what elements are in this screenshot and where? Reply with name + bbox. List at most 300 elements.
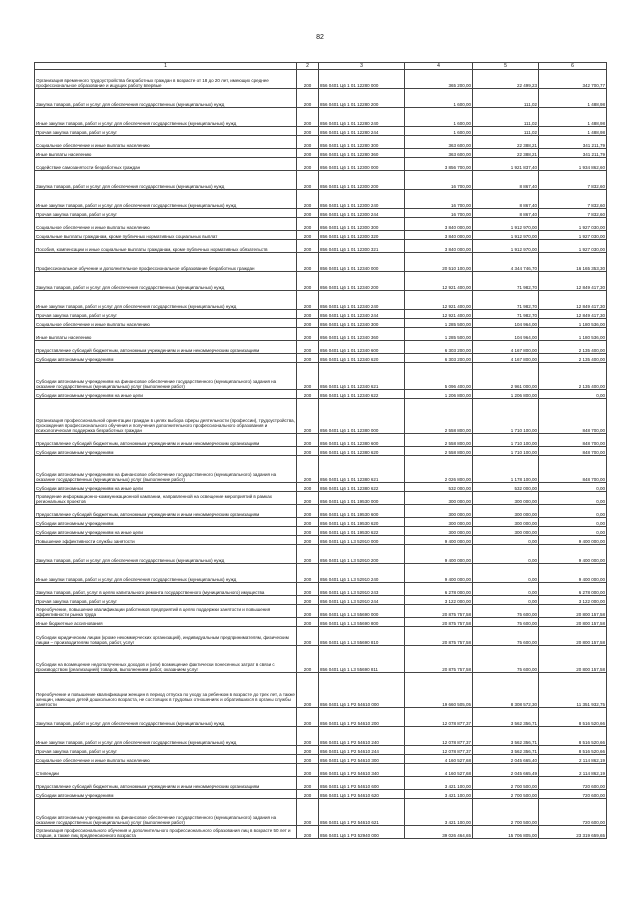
row-remainder-cell: 2 135 400,00 <box>539 341 607 354</box>
row-name-cell: Субсидии автономным учреждениям на иные цели <box>35 527 297 536</box>
row-executed-cell: 2 700 500,00 <box>473 790 539 799</box>
table-row <box>35 319 607 328</box>
row-plan-cell: 3 421 100,00 <box>405 777 473 790</box>
table-row <box>35 363 607 390</box>
row-executed-cell: 0,00 <box>473 583 539 596</box>
row-code-cell: 200 <box>297 518 319 527</box>
row-kbk-cell: 856 0401 Ц6 1 01 19530 600 <box>319 505 405 518</box>
row-code-cell: 200 <box>297 218 319 231</box>
row-remainder-cell: 23 319 659,65 <box>539 826 607 839</box>
row-kbk-cell: 856 0401 Ц6 1 L3 55690 000 <box>319 605 405 618</box>
table-row <box>35 790 607 799</box>
row-kbk-cell: 856 0401 Ц6 1 P2 54610 000 <box>319 673 405 708</box>
row-plan-cell: 2 026 800,00 <box>405 456 473 483</box>
row-executed-cell: 1 206 800,00 <box>473 390 539 399</box>
row-plan-cell: 3 840 000,00 <box>405 218 473 231</box>
table-row <box>35 456 607 483</box>
row-name-cell: Иные закупки товаров, работ и услуг для обеспечения государственных (муниципальных) нужд <box>35 291 297 310</box>
row-plan-cell: 6 303 200,00 <box>405 354 473 363</box>
table-row <box>35 746 607 755</box>
row-plan-cell: 20 875 757,58 <box>405 618 473 627</box>
row-remainder-cell: 848 700,00 <box>539 447 607 456</box>
row-plan-cell: 20 875 757,58 <box>405 605 473 618</box>
row-name-cell: Организация профессионального обучения и дополнительного профессионального образования лиц в возрасте 50 лет и старше, а также лиц предпенсионного возраста <box>35 826 297 839</box>
row-code-cell: 200 <box>297 390 319 399</box>
column-header: 3 <box>319 63 405 70</box>
row-kbk-cell: 856 0401 Ц6 1 01 12380 621 <box>319 456 405 483</box>
table-row <box>35 272 607 291</box>
row-executed-cell: 2 700 500,00 <box>473 799 539 826</box>
row-name-cell: Прочая закупка товаров, работ и услуг <box>35 209 297 218</box>
page-number: 82 <box>316 34 324 41</box>
row-remainder-cell: 720 600,00 <box>539 799 607 826</box>
row-name-cell: Прочая закупка товаров, работ и услуг <box>35 310 297 319</box>
row-kbk-cell: 856 0401 Ц6 1 01 12280 000 <box>319 70 405 89</box>
row-plan-cell: 12 921 400,00 <box>405 310 473 319</box>
row-name-cell: Субсидии автономным учреждениям на финансовое обеспечение государственного (муниципального) задания на оказание государственных (муниципальных) услуг (выполнение работ) <box>35 456 297 483</box>
row-code-cell: 200 <box>297 618 319 627</box>
row-remainder-cell: 9 400 000,00 <box>539 536 607 545</box>
row-plan-cell: 3 122 000,00 <box>405 596 473 605</box>
table-row <box>35 291 607 310</box>
row-kbk-cell: 856 0401 Ц6 1 01 12280 360 <box>319 149 405 158</box>
row-name-cell: Субсидии автономным учреждениям на финансовое обеспечение государственного (муниципального) задания на оказание государственных (муниципальных) услуг (выполнение работ) <box>35 799 297 826</box>
table-row <box>35 564 607 583</box>
row-code-cell: 200 <box>297 456 319 483</box>
row-name-cell: Субсидии автономным учреждениям <box>35 790 297 799</box>
table-row <box>35 646 607 673</box>
row-executed-cell: 0,00 <box>473 564 539 583</box>
row-name-cell: Иные закупки товаров, работ и услуг для обеспечения государственных (муниципальных) нужд <box>35 727 297 746</box>
table-row <box>35 826 607 839</box>
row-remainder-cell: 9 400 000,00 <box>539 564 607 583</box>
row-plan-cell: 363 600,00 <box>405 149 473 158</box>
budget-table <box>34 62 607 839</box>
table-row <box>35 764 607 777</box>
row-code-cell: 200 <box>297 746 319 755</box>
row-executed-cell: 0,00 <box>473 545 539 564</box>
table-row <box>35 483 607 492</box>
row-code-cell: 200 <box>297 108 319 127</box>
row-plan-cell: 2 558 800,00 <box>405 434 473 447</box>
row-remainder-cell: 2 135 400,00 <box>539 363 607 390</box>
row-name-cell: Переобучение, повышение квалификации работников предприятий в целях поддержки занятости и повышения эффективности рынка труда <box>35 605 297 618</box>
row-remainder-cell: 20 800 157,58 <box>539 627 607 646</box>
row-kbk-cell: 856 0401 Ц6 1 L3 55690 800 <box>319 618 405 627</box>
table-row <box>35 505 607 518</box>
row-executed-cell: 104 964,00 <box>473 328 539 341</box>
row-plan-cell: 6 278 000,00 <box>405 583 473 596</box>
row-code-cell: 200 <box>297 536 319 545</box>
table-row <box>35 755 607 764</box>
row-name-cell: Иные закупки товаров, работ и услуг для обеспечения государственных (муниципальных) нужд <box>35 564 297 583</box>
row-code-cell: 200 <box>297 799 319 826</box>
row-remainder-cell: 12 849 417,30 <box>539 310 607 319</box>
row-kbk-cell: 856 0401 Ц6 1 L3 52910 200 <box>319 545 405 564</box>
row-plan-cell: 532 000,00 <box>405 483 473 492</box>
row-kbk-cell: 856 0401 Ц6 1 01 12300 200 <box>319 171 405 190</box>
row-plan-cell: 16 700,00 <box>405 171 473 190</box>
row-plan-cell: 1 285 500,00 <box>405 319 473 328</box>
row-kbk-cell: 856 0401 Ц6 1 01 12300 320 <box>319 231 405 240</box>
row-remainder-cell: 16 165 353,30 <box>539 253 607 272</box>
row-plan-cell: 4 160 527,68 <box>405 764 473 777</box>
row-remainder-cell: 341 211,79 <box>539 136 607 149</box>
row-name-cell: Прочая закупка товаров, работ и услуг <box>35 127 297 136</box>
row-remainder-cell: 7 832,60 <box>539 209 607 218</box>
row-code-cell: 200 <box>297 127 319 136</box>
row-remainder-cell: 0,00 <box>539 492 607 505</box>
row-remainder-cell: 1 927 030,00 <box>539 240 607 253</box>
table-row <box>35 310 607 319</box>
table-row <box>35 492 607 505</box>
row-name-cell: Повышение эффективности службы занятости <box>35 536 297 545</box>
row-remainder-cell: 8 516 520,66 <box>539 727 607 746</box>
row-executed-cell: 4 344 746,70 <box>473 253 539 272</box>
row-name-cell: Субсидии автономным учреждениям <box>35 518 297 527</box>
row-executed-cell: 1 921 837,40 <box>473 158 539 171</box>
row-kbk-cell: 856 0401 Ц6 1 L3 52910 000 <box>319 536 405 545</box>
row-remainder-cell: 1 488,98 <box>539 108 607 127</box>
row-plan-cell: 16 700,00 <box>405 209 473 218</box>
table-row <box>35 545 607 564</box>
row-name-cell: Субсидии автономным учреждениям <box>35 354 297 363</box>
table-row <box>35 190 607 209</box>
row-remainder-cell: 0,00 <box>539 518 607 527</box>
row-code-cell: 200 <box>297 646 319 673</box>
row-name-cell: Закупка товаров, работ, услуг в целях капитального ремонта государственного (муниципального) имущества <box>35 583 297 596</box>
row-kbk-cell: 856 0401 Ц6 1 01 19530 000 <box>319 492 405 505</box>
row-plan-cell: 2 558 800,00 <box>405 399 473 434</box>
table-row <box>35 673 607 708</box>
row-kbk-cell: 856 0401 Ц6 1 01 12300 240 <box>319 190 405 209</box>
row-plan-cell: 16 700,00 <box>405 190 473 209</box>
row-kbk-cell: 856 0401 Ц6 1 01 12380 000 <box>319 399 405 434</box>
row-executed-cell: 22 388,21 <box>473 149 539 158</box>
row-name-cell: Иные закупки товаров, работ и услуг для обеспечения государственных (муниципальных) нужд <box>35 108 297 127</box>
row-plan-cell: 3 421 100,00 <box>405 790 473 799</box>
row-kbk-cell: 856 0401 Ц6 1 01 19530 620 <box>319 518 405 527</box>
row-kbk-cell: 856 0401 Ц6 1 P2 54610 200 <box>319 708 405 727</box>
table-row <box>35 618 607 627</box>
row-plan-cell: 3 840 000,00 <box>405 240 473 253</box>
table-row <box>35 390 607 399</box>
row-executed-cell: 300 000,00 <box>473 492 539 505</box>
row-executed-cell: 71 982,70 <box>473 272 539 291</box>
table-row <box>35 108 607 127</box>
row-name-cell: Организация временного трудоустройства безработных граждан в возрасте от 18 до 20 лет, имеющих среднее профессиональное образование и ищущих работу впервые <box>35 70 297 89</box>
row-executed-cell: 2 045 665,40 <box>473 755 539 764</box>
row-remainder-cell: 9 400 000,00 <box>539 545 607 564</box>
row-executed-cell: 15 706 805,00 <box>473 826 539 839</box>
row-executed-cell: 2 700 500,00 <box>473 777 539 790</box>
row-kbk-cell: 856 0401 Ц6 1 01 12340 200 <box>319 272 405 291</box>
row-executed-cell: 3 562 356,71 <box>473 708 539 727</box>
table-row <box>35 708 607 727</box>
row-kbk-cell: 856 0401 Ц6 1 01 12340 360 <box>319 328 405 341</box>
row-executed-cell: 75 600,00 <box>473 605 539 618</box>
row-name-cell: Субсидии автономным учреждениям на иные цели <box>35 390 297 399</box>
table-row <box>35 70 607 89</box>
row-plan-cell: 300 000,00 <box>405 527 473 536</box>
row-remainder-cell: 1 927 030,00 <box>539 218 607 231</box>
row-kbk-cell: 856 0401 Ц6 1 01 12300 244 <box>319 209 405 218</box>
row-plan-cell: 1 206 800,00 <box>405 390 473 399</box>
row-remainder-cell: 0,00 <box>539 505 607 518</box>
row-kbk-cell: 856 0401 Ц6 1 01 12280 240 <box>319 108 405 127</box>
row-name-cell: Предоставление субсидий бюджетным, автономным учреждениям и иным некоммерческим организациям <box>35 777 297 790</box>
row-code-cell: 200 <box>297 291 319 310</box>
row-kbk-cell: 856 0401 Ц6 1 L3 55690 811 <box>319 646 405 673</box>
row-kbk-cell: 856 0401 Ц6 1 P2 54610 621 <box>319 799 405 826</box>
row-plan-cell: 1 600,00 <box>405 108 473 127</box>
table-row <box>35 605 607 618</box>
row-remainder-cell: 1 934 862,60 <box>539 158 607 171</box>
row-executed-cell: 75 600,00 <box>473 646 539 673</box>
row-remainder-cell: 6 278 000,00 <box>539 583 607 596</box>
row-code-cell: 200 <box>297 136 319 149</box>
row-code-cell: 200 <box>297 434 319 447</box>
table-row <box>35 136 607 149</box>
table-row <box>35 399 607 434</box>
row-executed-cell: 0,00 <box>473 536 539 545</box>
row-code-cell: 200 <box>297 310 319 319</box>
row-kbk-cell: 856 0401 Ц6 1 P2 54610 240 <box>319 727 405 746</box>
row-code-cell: 200 <box>297 89 319 108</box>
table-row <box>35 89 607 108</box>
row-kbk-cell: 856 0401 Ц6 1 01 12340 244 <box>319 310 405 319</box>
row-remainder-cell: 2 114 862,19 <box>539 755 607 764</box>
row-plan-cell: 39 026 464,65 <box>405 826 473 839</box>
column-header: 1 <box>35 63 297 70</box>
row-plan-cell: 5 096 400,00 <box>405 363 473 390</box>
row-remainder-cell: 341 211,79 <box>539 149 607 158</box>
row-name-cell: Профессиональное обучение и дополнительное профессиональное образование безработных граждан <box>35 253 297 272</box>
row-remainder-cell: 20 800 157,58 <box>539 618 607 627</box>
row-executed-cell: 8 308 572,30 <box>473 673 539 708</box>
row-executed-cell: 22 499,23 <box>473 70 539 89</box>
table-row <box>35 627 607 646</box>
row-kbk-cell: 856 0401 Ц6 1 01 12380 622 <box>319 483 405 492</box>
row-name-cell: Субсидии автономным учреждениям на иные цели <box>35 483 297 492</box>
row-name-cell: Переобучение и повышение квалификации женщин в период отпуска по уходу за ребенком в возрасте до трех лет, а также женщин, имеющих детей дошкольного возраста, не состоящих в трудовых отношениях и обратившихся в органы службы занятости <box>35 673 297 708</box>
row-name-cell: Закупка товаров, работ и услуг для обеспечения государственных (муниципальных) нужд <box>35 171 297 190</box>
row-kbk-cell: 856 0401 Ц6 1 P2 54610 244 <box>319 746 405 755</box>
row-plan-cell: 3 840 000,00 <box>405 231 473 240</box>
row-code-cell: 200 <box>297 505 319 518</box>
row-code-cell: 200 <box>297 149 319 158</box>
row-code-cell: 200 <box>297 354 319 363</box>
row-code-cell: 200 <box>297 596 319 605</box>
table-row <box>35 583 607 596</box>
row-name-cell: Прочая закупка товаров, работ и услуг <box>35 596 297 605</box>
row-executed-cell: 111,02 <box>473 89 539 108</box>
row-code-cell: 200 <box>297 319 319 328</box>
row-kbk-cell: 856 0401 Ц6 1 01 12300 321 <box>319 240 405 253</box>
row-executed-cell: 1 710 100,00 <box>473 447 539 456</box>
row-name-cell: Закупка товаров, работ и услуг для обеспечения государственных (муниципальных) нужд <box>35 272 297 291</box>
row-remainder-cell: 3 122 000,00 <box>539 596 607 605</box>
row-code-cell: 200 <box>297 673 319 708</box>
row-kbk-cell: 856 0401 Ц6 1 01 12340 621 <box>319 363 405 390</box>
row-kbk-cell: 856 0401 Ц6 1 P2 54610 300 <box>319 755 405 764</box>
row-plan-cell: 12 078 877,37 <box>405 746 473 755</box>
row-plan-cell: 1 600,00 <box>405 127 473 136</box>
row-kbk-cell: 856 0401 Ц6 1 L3 52910 243 <box>319 583 405 596</box>
row-executed-cell: 2 961 000,00 <box>473 363 539 390</box>
table-row <box>35 240 607 253</box>
row-code-cell: 200 <box>297 399 319 434</box>
row-name-cell: Субсидии автономным учреждениям <box>35 447 297 456</box>
row-code-cell: 200 <box>297 328 319 341</box>
table-row <box>35 158 607 171</box>
row-kbk-cell: 856 0401 Ц6 1 01 12340 620 <box>319 354 405 363</box>
row-plan-cell: 19 660 505,05 <box>405 673 473 708</box>
row-remainder-cell: 8 516 520,66 <box>539 746 607 755</box>
table-row <box>35 127 607 136</box>
row-executed-cell: 8 867,40 <box>473 171 539 190</box>
table-row <box>35 447 607 456</box>
row-executed-cell: 75 600,00 <box>473 618 539 627</box>
row-plan-cell: 12 921 400,00 <box>405 291 473 310</box>
row-executed-cell: 3 562 356,71 <box>473 746 539 755</box>
row-plan-cell: 300 000,00 <box>405 505 473 518</box>
row-code-cell: 200 <box>297 70 319 89</box>
row-remainder-cell: 848 700,00 <box>539 456 607 483</box>
row-executed-cell: 8 867,40 <box>473 209 539 218</box>
row-kbk-cell: 856 0401 Ц6 1 01 12340 000 <box>319 253 405 272</box>
row-plan-cell: 9 400 000,00 <box>405 545 473 564</box>
row-name-cell: Социальное обеспечение и иные выплаты населению <box>35 755 297 764</box>
row-plan-cell: 20 875 757,58 <box>405 646 473 673</box>
row-code-cell: 200 <box>297 253 319 272</box>
row-code-cell: 200 <box>297 627 319 646</box>
row-name-cell: Предоставление субсидий бюджетным, автономным учреждениям и иным некоммерческим организациям <box>35 341 297 354</box>
row-name-cell: Закупка товаров, работ и услуг для обеспечения государственных (муниципальных) нужд <box>35 545 297 564</box>
row-executed-cell: 71 982,70 <box>473 291 539 310</box>
row-name-cell: Стипендии <box>35 764 297 777</box>
row-code-cell: 200 <box>297 605 319 618</box>
row-code-cell: 200 <box>297 209 319 218</box>
row-name-cell: Социальное обеспечение и иные выплаты населению <box>35 136 297 149</box>
row-name-cell: Иные выплаты населению <box>35 149 297 158</box>
table-header-row <box>35 63 607 70</box>
row-code-cell: 200 <box>297 764 319 777</box>
row-executed-cell: 300 000,00 <box>473 527 539 536</box>
row-code-cell: 200 <box>297 483 319 492</box>
row-kbk-cell: 856 0401 Ц6 1 01 12340 300 <box>319 319 405 328</box>
row-code-cell: 200 <box>297 363 319 390</box>
row-remainder-cell: 2 114 862,19 <box>539 764 607 777</box>
row-executed-cell: 1 912 970,00 <box>473 231 539 240</box>
row-kbk-cell: 856 0401 Ц6 1 01 19530 622 <box>319 527 405 536</box>
row-executed-cell: 1 178 100,00 <box>473 456 539 483</box>
table-row <box>35 777 607 790</box>
table-row <box>35 209 607 218</box>
table-row <box>35 727 607 746</box>
row-code-cell: 200 <box>297 545 319 564</box>
row-remainder-cell: 20 800 157,58 <box>539 646 607 673</box>
row-plan-cell: 6 303 200,00 <box>405 341 473 354</box>
row-name-cell: Предоставление субсидий бюджетным, автономным учреждениям и иным некоммерческим организациям <box>35 434 297 447</box>
row-plan-cell: 1 285 500,00 <box>405 328 473 341</box>
row-code-cell: 200 <box>297 790 319 799</box>
row-code-cell: 200 <box>297 527 319 536</box>
row-code-cell: 200 <box>297 190 319 209</box>
table-row <box>35 218 607 231</box>
row-name-cell: Социальное обеспечение и иные выплаты населению <box>35 319 297 328</box>
row-remainder-cell: 7 832,60 <box>539 171 607 190</box>
row-executed-cell: 2 045 665,49 <box>473 764 539 777</box>
row-remainder-cell: 2 135 400,00 <box>539 354 607 363</box>
row-plan-cell: 12 921 400,00 <box>405 272 473 291</box>
row-executed-cell: 532 000,00 <box>473 483 539 492</box>
row-plan-cell: 300 000,00 <box>405 518 473 527</box>
row-code-cell: 200 <box>297 583 319 596</box>
row-remainder-cell: 848 700,00 <box>539 399 607 434</box>
row-kbk-cell: 856 0401 Ц6 1 01 12300 000 <box>319 158 405 171</box>
row-code-cell: 200 <box>297 826 319 839</box>
row-plan-cell: 3 856 700,00 <box>405 158 473 171</box>
row-code-cell: 200 <box>297 341 319 354</box>
row-name-cell: Пособия, компенсации и иные социальные выплаты гражданам, кроме публичных нормативных обязательств <box>35 240 297 253</box>
row-plan-cell: 363 600,00 <box>405 136 473 149</box>
row-kbk-cell: 856 0401 Ц6 1 01 12280 244 <box>319 127 405 136</box>
row-remainder-cell: 720 600,00 <box>539 777 607 790</box>
row-executed-cell: 4 167 800,00 <box>473 341 539 354</box>
row-name-cell: Закупка товаров, работ и услуг для обеспечения государственных (муниципальных) нужд <box>35 708 297 727</box>
row-kbk-cell: 856 0401 Ц6 1 P3 52940 000 <box>319 826 405 839</box>
row-kbk-cell: 856 0401 Ц6 1 P2 54610 620 <box>319 790 405 799</box>
row-name-cell: Иные бюджетные ассигнования <box>35 618 297 627</box>
row-executed-cell: 0,00 <box>473 596 539 605</box>
row-executed-cell: 111,02 <box>473 127 539 136</box>
row-code-cell: 200 <box>297 777 319 790</box>
row-name-cell: Субсидии на возмещение недополученных доходов и (или) возмещение фактически понесенных затрат в связи с производством (реализацией) товаров, выполнением работ, оказанием услуг <box>35 646 297 673</box>
row-remainder-cell: 848 700,00 <box>539 434 607 447</box>
row-plan-cell: 20 875 757,58 <box>405 627 473 646</box>
table-row <box>35 527 607 536</box>
row-executed-cell: 1 912 970,00 <box>473 240 539 253</box>
row-plan-cell: 2 558 800,00 <box>405 447 473 456</box>
row-code-cell: 200 <box>297 492 319 505</box>
row-kbk-cell: 856 0401 Ц6 1 01 12280 300 <box>319 136 405 149</box>
row-remainder-cell: 0,00 <box>539 390 607 399</box>
column-header: 6 <box>539 63 607 70</box>
row-name-cell: Иные выплаты населению <box>35 328 297 341</box>
row-plan-cell: 9 400 000,00 <box>405 564 473 583</box>
row-executed-cell: 1 710 100,00 <box>473 399 539 434</box>
row-name-cell: Субсидии юридическим лицам (кроме некоммерческих организаций), индивидуальным предпринимателям, физическим лицам – производителям товаров, работ, услуг <box>35 627 297 646</box>
row-executed-cell: 104 964,00 <box>473 319 539 328</box>
row-name-cell: Закупка товаров, работ и услуг для обеспечения государственных (муниципальных) нужд <box>35 89 297 108</box>
row-name-cell: Субсидии автономным учреждениям на финансовое обеспечение государственного (муниципального) задания на оказание государственных (муниципальных) услуг (выполнение работ) <box>35 363 297 390</box>
row-name-cell: Предоставление субсидий бюджетным, автономным учреждениям и иным некоммерческим организациям <box>35 505 297 518</box>
row-code-cell: 200 <box>297 755 319 764</box>
row-name-cell: Иные закупки товаров, работ и услуг для обеспечения государственных (муниципальных) нужд <box>35 190 297 209</box>
row-kbk-cell: 856 0401 Ц6 1 01 12300 300 <box>319 218 405 231</box>
row-kbk-cell: 856 0401 Ц6 1 P2 54610 600 <box>319 777 405 790</box>
row-plan-cell: 12 078 877,37 <box>405 727 473 746</box>
table-row <box>35 596 607 605</box>
row-remainder-cell: 1 927 030,00 <box>539 231 607 240</box>
row-code-cell: 200 <box>297 727 319 746</box>
column-header: 2 <box>297 63 319 70</box>
row-name-cell: Социальное обеспечение и иные выплаты населению <box>35 218 297 231</box>
row-code-cell: 200 <box>297 158 319 171</box>
row-remainder-cell: 11 351 932,75 <box>539 673 607 708</box>
row-code-cell: 200 <box>297 231 319 240</box>
